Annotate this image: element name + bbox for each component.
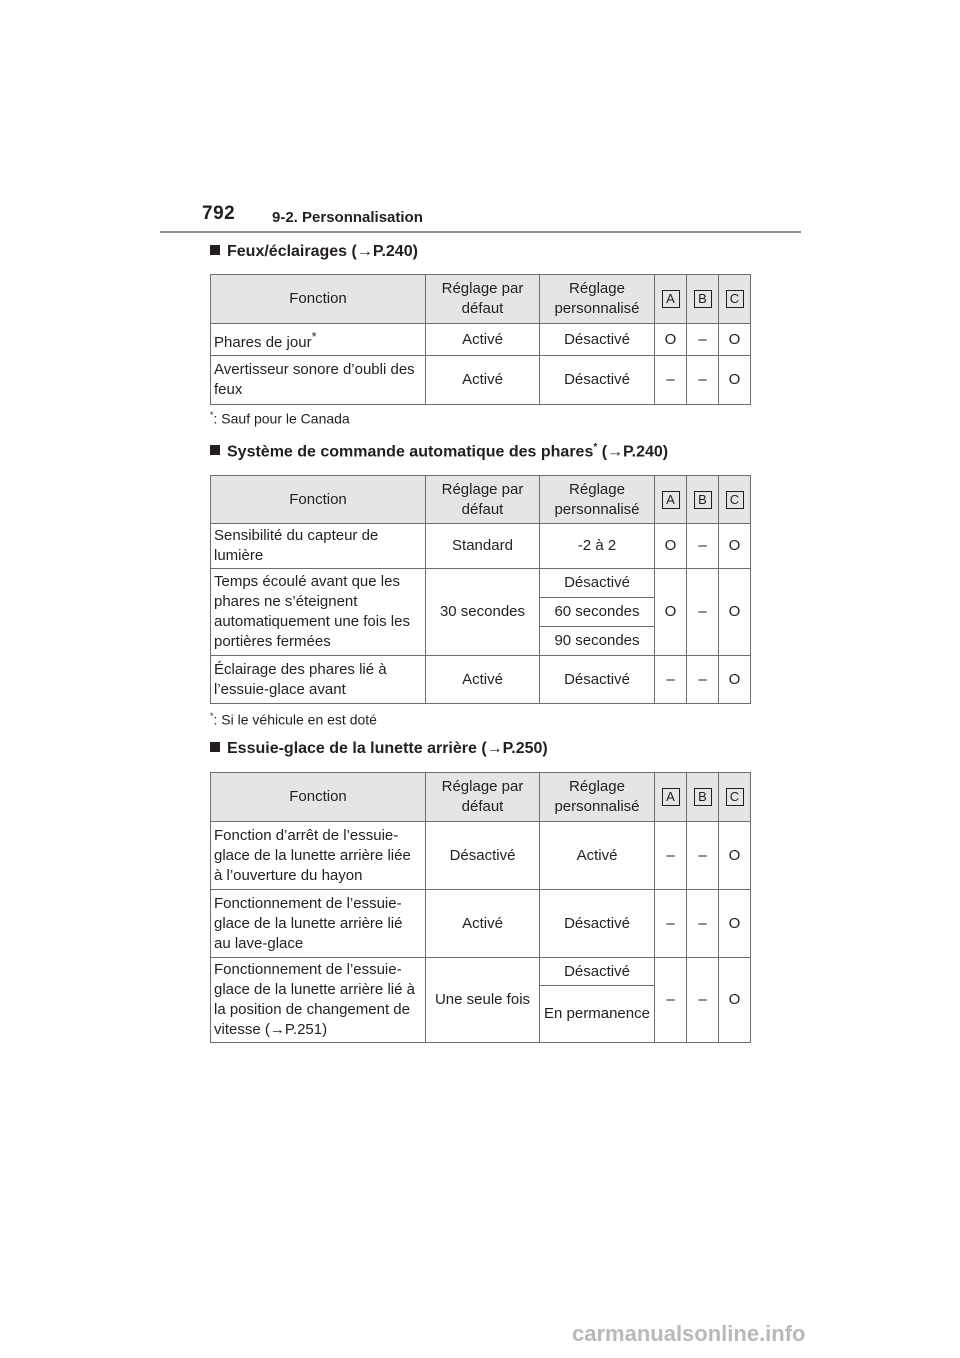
cell-custom-option: Désactivé <box>540 569 655 598</box>
col-header-fonction: Fonction <box>211 275 426 324</box>
letter-a-icon: A <box>662 491 680 509</box>
table-row <box>211 356 751 405</box>
footnote-auto-headlights: *: Si le véhicule en est doté <box>210 711 377 728</box>
col-header-c <box>719 275 751 324</box>
watermark: carmanualsonline.info <box>572 1321 806 1346</box>
col-header-default: Réglage par défaut <box>426 773 540 822</box>
col-header-custom: Réglage personnalisé <box>540 476 655 524</box>
section-title-text: Essuie-glace de la lunette arrière (→P.250) <box>227 740 548 757</box>
cell-function: Éclairage des phares lié à l’essuie-glace avant <box>211 656 426 704</box>
letter-b-icon: B <box>694 491 712 509</box>
cell-c: O <box>719 822 751 890</box>
cell-b: – <box>687 958 719 1043</box>
section-title-text: Système de commande automatique des phares <box>227 443 594 461</box>
cell-b: – <box>687 890 719 958</box>
section-title-text: Feux/éclairages (→P.240) <box>227 243 418 260</box>
col-header-fonction: Fonction <box>211 773 426 822</box>
cell-a: – <box>655 890 687 958</box>
cell-default: Désactivé <box>426 822 540 890</box>
cell-custom: Désactivé <box>540 656 655 704</box>
square-bullet-icon <box>210 445 220 455</box>
table-row <box>211 958 751 986</box>
cell-function: Sensibilité du capteur de lumière <box>211 524 426 569</box>
cell-custom: Désactivé <box>540 890 655 958</box>
cell-b: – <box>687 822 719 890</box>
col-header-custom: Réglage personnalisé <box>540 275 655 324</box>
square-bullet-icon <box>210 742 220 752</box>
cell-custom: -2 à 2 <box>540 524 655 569</box>
col-header-a <box>655 773 687 822</box>
col-header-default: Réglage par défaut <box>426 275 540 324</box>
cell-b: – <box>687 524 719 569</box>
cell-custom-option: 90 secondes <box>540 627 655 656</box>
cell-default: 30 secondes <box>426 569 540 656</box>
letter-c-icon: C <box>726 491 744 509</box>
chapter-title: 9-2. Personnalisation <box>272 209 423 226</box>
col-header-fonction: Fonction <box>211 476 426 524</box>
letter-a-icon: A <box>662 290 680 308</box>
letter-c-icon: C <box>726 788 744 806</box>
cell-a: – <box>655 656 687 704</box>
table-header-row <box>211 773 751 822</box>
footnote-lights: *: Sauf pour le Canada <box>210 410 350 427</box>
auto-headlights-table <box>210 475 751 704</box>
page-number: 792 <box>202 203 236 224</box>
cell-a: O <box>655 569 687 656</box>
cell-default: Activé <box>426 324 540 356</box>
square-bullet-icon <box>210 245 220 255</box>
cell-function: Phares de jour* <box>211 324 426 356</box>
table-row <box>211 324 751 356</box>
cell-b: – <box>687 356 719 405</box>
col-header-a <box>655 275 687 324</box>
cell-c: O <box>719 569 751 656</box>
cell-a: O <box>655 524 687 569</box>
table-header-row <box>211 476 751 524</box>
col-header-default: Réglage par défaut <box>426 476 540 524</box>
lights-table <box>210 274 751 405</box>
letter-b-icon: B <box>694 788 712 806</box>
cell-custom: Activé <box>540 822 655 890</box>
cell-custom: Désactivé <box>540 324 655 356</box>
cell-c: O <box>719 958 751 1043</box>
cell-a: – <box>655 356 687 405</box>
cell-custom-option: 60 secondes <box>540 598 655 627</box>
col-header-custom: Réglage personnalisé <box>540 773 655 822</box>
cell-default: Activé <box>426 890 540 958</box>
cell-function: Fonctionnement de l’essuie-glace de la lunette arrière lié à la position de changement de vitesse (→P.251) <box>211 958 426 1043</box>
cell-c: O <box>719 656 751 704</box>
letter-c-icon: C <box>726 290 744 308</box>
cell-custom: Désactivé <box>540 356 655 405</box>
cell-a: O <box>655 324 687 356</box>
col-header-a <box>655 476 687 524</box>
cell-default: Activé <box>426 656 540 704</box>
cell-function: Fonctionnement de l’essuie-glace de la lunette arrière lié au lave-glace <box>211 890 426 958</box>
cell-function: Avertisseur sonore d’oubli des feux <box>211 356 426 405</box>
cell-b: – <box>687 324 719 356</box>
cell-custom-option: Désactivé <box>540 958 655 986</box>
table-row <box>211 569 751 598</box>
cell-custom-option: En permanence <box>540 986 655 1043</box>
table-row <box>211 822 751 890</box>
table-row <box>211 656 751 704</box>
cell-c: O <box>719 324 751 356</box>
col-header-b <box>687 275 719 324</box>
col-header-b <box>687 773 719 822</box>
col-header-c <box>719 476 751 524</box>
table-header-row <box>211 275 751 324</box>
cell-a: – <box>655 822 687 890</box>
header-divider <box>160 231 801 233</box>
cell-function: Temps écoulé avant que les phares ne s’éteignent automatiquement une fois les portières fermées <box>211 569 426 656</box>
col-header-b <box>687 476 719 524</box>
section-title-auto-headlights: Système de commande automatique des phares* (→P.240) <box>210 442 668 461</box>
col-header-c <box>719 773 751 822</box>
cell-default: Activé <box>426 356 540 405</box>
table-row <box>211 524 751 569</box>
cell-function: Fonction d’arrêt de l’essuie-glace de la lunette arrière liée à l’ouverture du hayon <box>211 822 426 890</box>
cell-default: Une seule fois <box>426 958 540 1043</box>
cell-default: Standard <box>426 524 540 569</box>
rear-wiper-table <box>210 772 751 1043</box>
cell-a: – <box>655 958 687 1043</box>
letter-b-icon: B <box>694 290 712 308</box>
letter-a-icon: A <box>662 788 680 806</box>
cell-c: O <box>719 890 751 958</box>
cell-c: O <box>719 524 751 569</box>
cell-c: O <box>719 356 751 405</box>
section-title-lights <box>210 243 418 261</box>
table-row <box>211 890 751 958</box>
section-title-rear-wiper <box>210 740 548 758</box>
cell-b: – <box>687 656 719 704</box>
cell-b: – <box>687 569 719 656</box>
